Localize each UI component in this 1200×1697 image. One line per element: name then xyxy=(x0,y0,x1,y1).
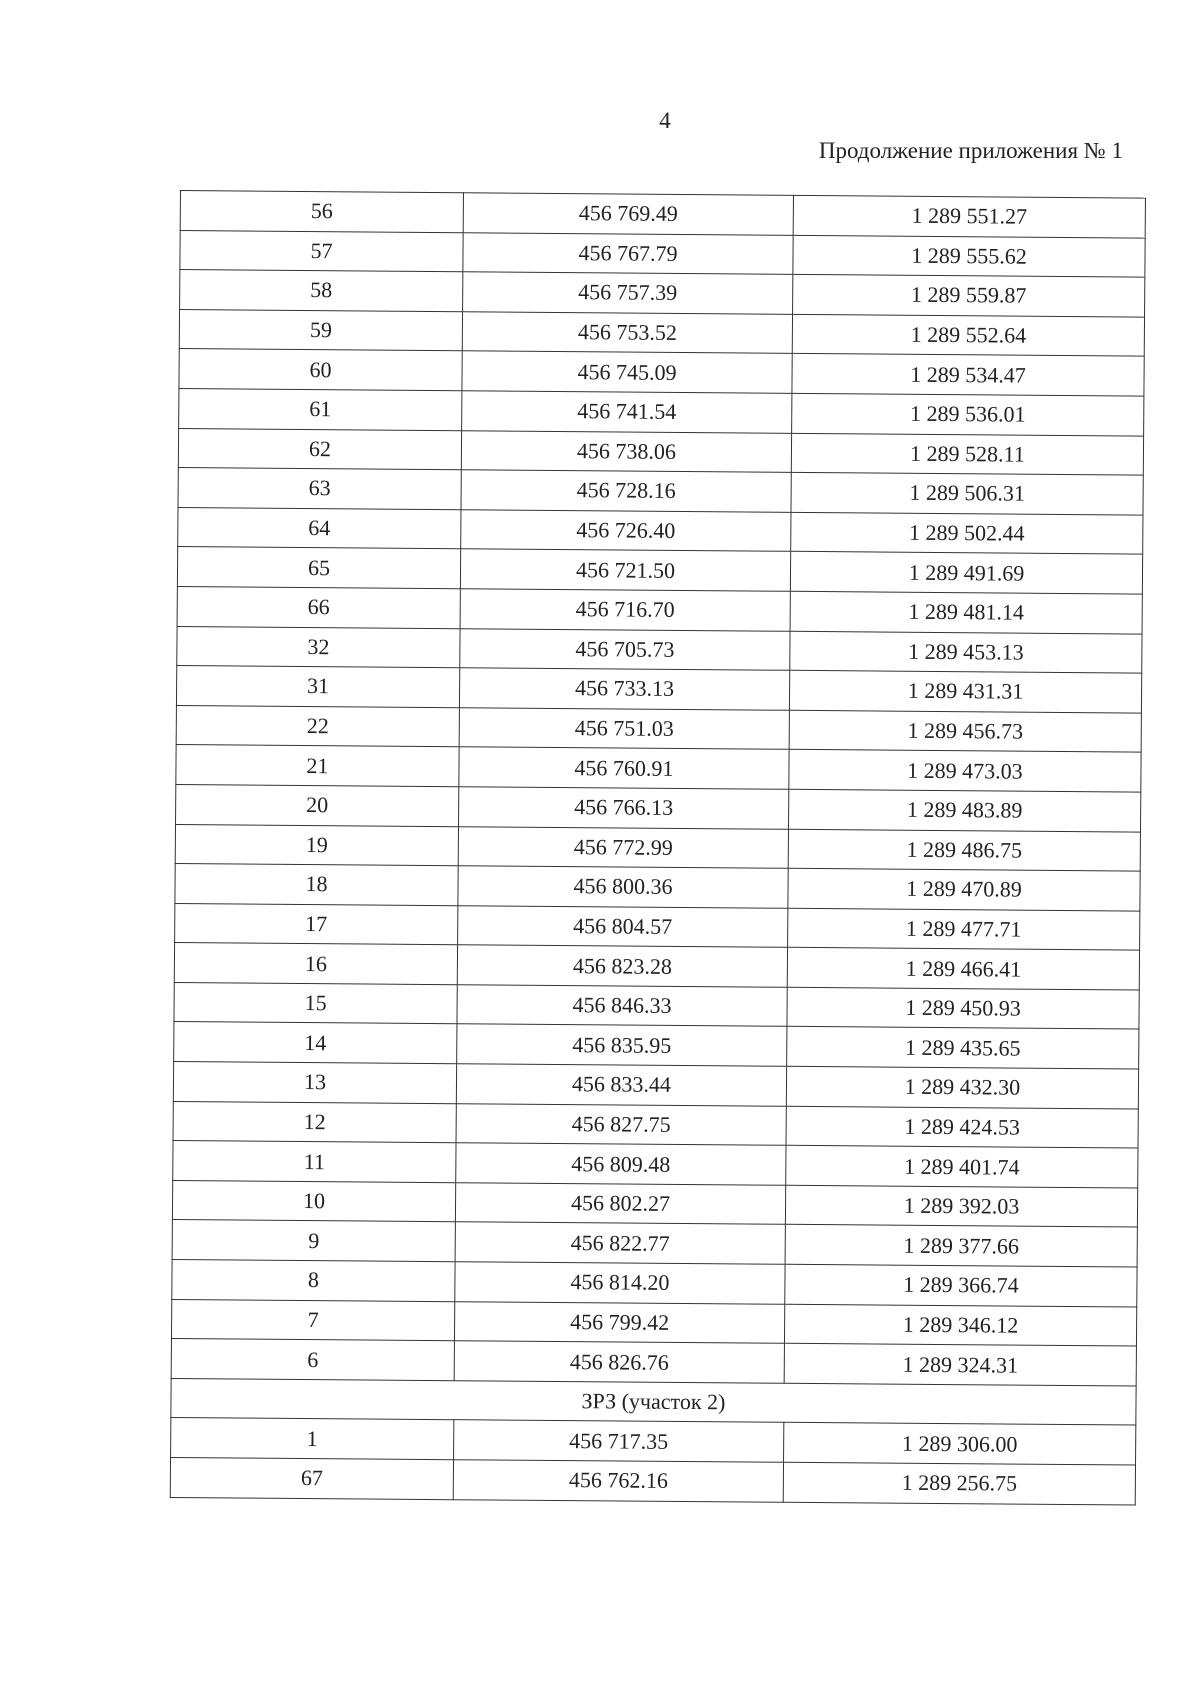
y-coordinate-cell: 1 289 346.12 xyxy=(784,1304,1136,1346)
y-coordinate-cell: 1 289 551.27 xyxy=(793,195,1145,237)
y-coordinate-cell: 1 289 453.13 xyxy=(790,631,1142,673)
y-coordinate-cell: 1 289 470.89 xyxy=(788,868,1140,910)
point-number-cell: 1 xyxy=(171,1418,454,1460)
y-coordinate-cell: 1 289 456.73 xyxy=(789,710,1141,752)
point-number-cell: 31 xyxy=(176,666,459,708)
x-coordinate-cell: 456 846.33 xyxy=(457,985,787,1027)
page-number: 4 xyxy=(659,108,671,133)
x-coordinate-cell: 456 800.36 xyxy=(458,866,788,908)
y-coordinate-cell: 1 289 477.71 xyxy=(788,908,1140,950)
table-row xyxy=(170,1457,1135,1504)
x-coordinate-cell: 456 827.75 xyxy=(456,1103,786,1145)
x-coordinate-cell: 456 757.39 xyxy=(463,272,793,314)
x-coordinate-cell: 456 766.13 xyxy=(459,787,789,829)
point-number-cell: 6 xyxy=(171,1339,454,1381)
y-coordinate-cell: 1 289 256.75 xyxy=(783,1462,1135,1504)
y-coordinate-cell: 1 289 392.03 xyxy=(785,1185,1137,1227)
y-coordinate-cell: 1 289 432.30 xyxy=(786,1066,1138,1108)
x-coordinate-cell: 456 804.57 xyxy=(458,905,788,947)
y-coordinate-cell: 1 289 502.44 xyxy=(791,512,1143,554)
point-number-cell: 65 xyxy=(177,547,460,589)
y-coordinate-cell: 1 289 552.64 xyxy=(792,314,1144,356)
point-number-cell: 61 xyxy=(179,388,462,430)
x-coordinate-cell: 456 762.16 xyxy=(453,1460,783,1502)
y-coordinate-cell: 1 289 528.11 xyxy=(791,433,1143,475)
point-number-cell: 64 xyxy=(178,507,461,549)
x-coordinate-cell: 456 826.76 xyxy=(454,1341,784,1383)
y-coordinate-cell: 1 289 401.74 xyxy=(786,1146,1138,1188)
x-coordinate-cell: 456 741.54 xyxy=(462,391,792,433)
point-number-cell: 59 xyxy=(179,309,462,351)
x-coordinate-cell: 456 799.42 xyxy=(454,1301,784,1343)
x-coordinate-cell: 456 753.52 xyxy=(462,312,792,354)
x-coordinate-cell: 456 760.91 xyxy=(459,747,789,789)
y-coordinate-cell: 1 289 481.14 xyxy=(790,591,1142,633)
coordinates-table-body-part1 xyxy=(171,191,1145,1386)
coordinates-table-body-part2 xyxy=(170,1418,1136,1505)
x-coordinate-cell: 456 733.13 xyxy=(459,668,789,710)
point-number-cell: 13 xyxy=(173,1062,456,1104)
y-coordinate-cell: 1 289 486.75 xyxy=(788,829,1140,871)
y-coordinate-cell: 1 289 324.31 xyxy=(784,1344,1136,1386)
y-coordinate-cell: 1 289 424.53 xyxy=(786,1106,1138,1148)
x-coordinate-cell: 456 726.40 xyxy=(461,509,791,551)
point-number-cell: 62 xyxy=(178,428,461,470)
point-number-cell: 7 xyxy=(171,1299,454,1341)
point-number-cell: 15 xyxy=(174,982,457,1024)
point-number-cell: 56 xyxy=(180,191,463,233)
y-coordinate-cell: 1 289 431.31 xyxy=(789,670,1141,712)
point-number-cell: 17 xyxy=(175,903,458,945)
point-number-cell: 22 xyxy=(176,705,459,747)
point-number-cell: 57 xyxy=(180,230,463,272)
x-coordinate-cell: 456 705.73 xyxy=(460,628,790,670)
x-coordinate-cell: 456 728.16 xyxy=(461,470,791,512)
y-coordinate-cell: 1 289 491.69 xyxy=(790,552,1142,594)
y-coordinate-cell: 1 289 306.00 xyxy=(784,1423,1136,1465)
point-number-cell: 14 xyxy=(174,1022,457,1064)
point-number-cell: 21 xyxy=(176,745,459,787)
coordinates-table xyxy=(170,190,1146,1505)
y-coordinate-cell: 1 289 473.03 xyxy=(789,750,1141,792)
point-number-cell: 10 xyxy=(172,1180,455,1222)
y-coordinate-cell: 1 289 536.01 xyxy=(792,393,1144,435)
x-coordinate-cell: 456 745.09 xyxy=(462,351,792,393)
point-number-cell: 19 xyxy=(175,824,458,866)
x-coordinate-cell: 456 823.28 xyxy=(457,945,787,987)
y-coordinate-cell: 1 289 534.47 xyxy=(792,354,1144,396)
point-number-cell: 63 xyxy=(178,468,461,510)
point-number-cell: 18 xyxy=(175,864,458,906)
x-coordinate-cell: 456 835.95 xyxy=(457,1024,787,1066)
x-coordinate-cell: 456 767.79 xyxy=(463,232,793,274)
y-coordinate-cell: 1 289 466.41 xyxy=(787,948,1139,990)
x-coordinate-cell: 456 772.99 xyxy=(458,826,788,868)
point-number-cell: 60 xyxy=(179,349,462,391)
x-coordinate-cell: 456 822.77 xyxy=(455,1222,785,1264)
x-coordinate-cell: 456 717.35 xyxy=(454,1420,784,1462)
x-coordinate-cell: 456 751.03 xyxy=(459,707,789,749)
x-coordinate-cell: 456 814.20 xyxy=(455,1262,785,1304)
point-number-cell: 58 xyxy=(180,270,463,312)
section-title: ЗРЗ (участок 2) xyxy=(171,1378,1136,1425)
y-coordinate-cell: 1 289 435.65 xyxy=(787,1027,1139,1069)
x-coordinate-cell: 456 802.27 xyxy=(455,1183,785,1225)
x-coordinate-cell: 456 716.70 xyxy=(460,589,790,631)
y-coordinate-cell: 1 289 366.74 xyxy=(785,1264,1137,1306)
x-coordinate-cell: 456 809.48 xyxy=(456,1143,786,1185)
appendix-caption: Продолжение приложения № 1 xyxy=(818,138,1123,163)
y-coordinate-cell: 1 289 555.62 xyxy=(793,235,1145,277)
y-coordinate-cell: 1 289 483.89 xyxy=(789,789,1141,831)
point-number-cell: 20 xyxy=(176,784,459,826)
point-number-cell: 11 xyxy=(173,1141,456,1183)
y-coordinate-cell: 1 289 377.66 xyxy=(785,1225,1137,1267)
point-number-cell: 66 xyxy=(177,586,460,628)
x-coordinate-cell: 456 833.44 xyxy=(456,1064,786,1106)
y-coordinate-cell: 1 289 450.93 xyxy=(787,987,1139,1029)
coordinates-table-container xyxy=(170,190,1145,1505)
point-number-cell: 32 xyxy=(177,626,460,668)
x-coordinate-cell: 456 738.06 xyxy=(461,430,791,472)
y-coordinate-cell: 1 289 506.31 xyxy=(791,472,1143,514)
point-number-cell: 16 xyxy=(174,943,457,985)
y-coordinate-cell: 1 289 559.87 xyxy=(793,275,1145,317)
point-number-cell: 67 xyxy=(170,1457,453,1499)
point-number-cell: 12 xyxy=(173,1101,456,1143)
x-coordinate-cell: 456 721.50 xyxy=(460,549,790,591)
x-coordinate-cell: 456 769.49 xyxy=(463,193,793,235)
point-number-cell: 9 xyxy=(172,1220,455,1262)
point-number-cell: 8 xyxy=(172,1260,455,1302)
